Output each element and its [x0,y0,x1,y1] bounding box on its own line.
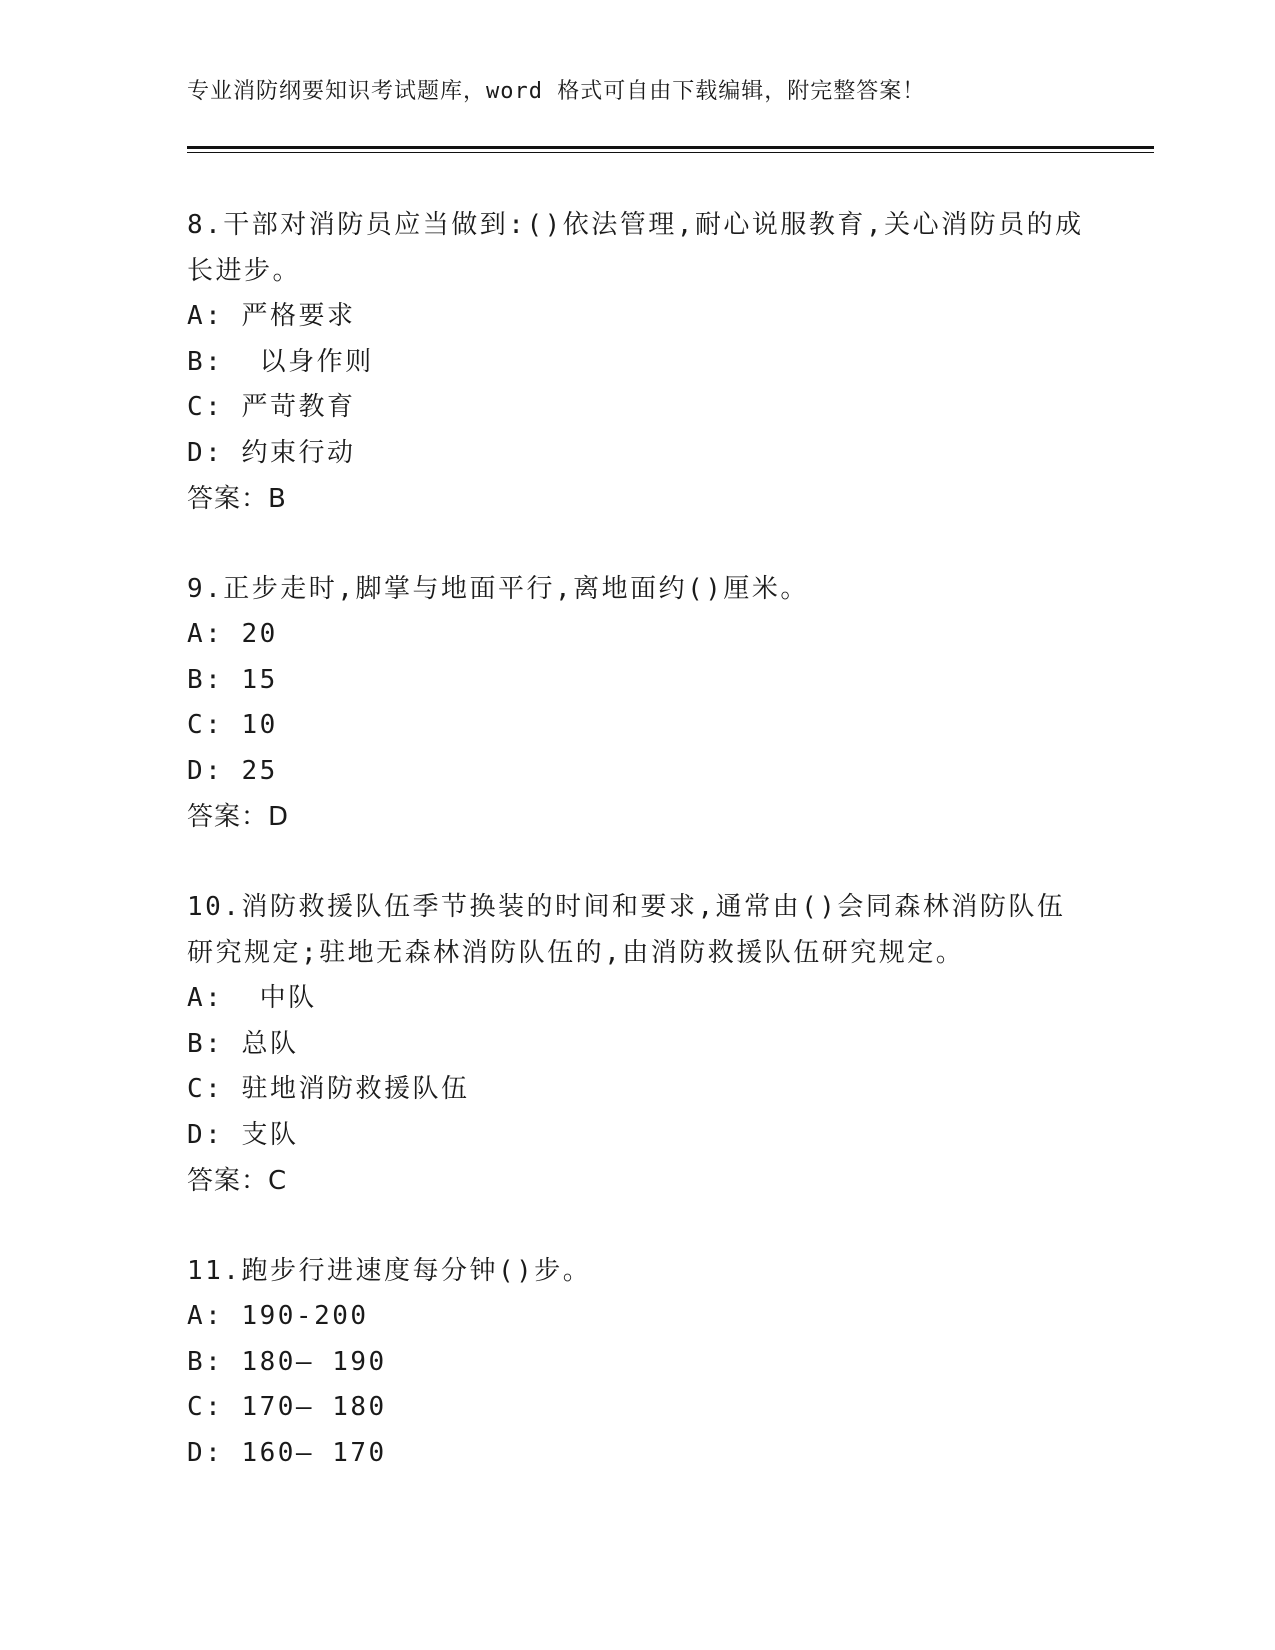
option-b: B: 15 [187,664,278,695]
option-d: D: 约束行动 [187,437,356,468]
option-a: A: 20 [187,619,278,649]
option-d: D: 160— 170 [187,1437,387,1468]
answer-label: 答案：C [187,1166,288,1196]
answer-label: 答案：D [187,802,290,832]
option-c: C: 10 [187,710,278,740]
question-stem: 11.跑步行进速度每分钟()步。 [187,1256,592,1286]
option-d: D: 支队 [187,1119,299,1150]
question-10 [187,884,1087,1204]
option-c: C: 严苛教育 [187,392,356,422]
question-9 [187,566,1087,840]
option-a: A: 严格要求 [187,301,356,331]
question-8 [187,202,1087,522]
question-11 [187,1248,1087,1476]
question-stem: 8.干部对消防员应当做到:()依法管理,耐心说服教育,关心消防员的成长进步。 [187,210,1084,286]
option-b: B: 总队 [187,1028,299,1059]
header-divider-thin [187,152,1154,153]
option-c: C: 驻地消防救援队伍 [187,1074,470,1104]
header-divider-thick [187,146,1154,149]
question-list [187,202,1087,1520]
option-b: B: 以身作则 [187,346,374,377]
option-c: C: 170— 180 [187,1392,387,1422]
question-stem: 9.正步走时,脚掌与地面平行,离地面约()厘米。 [187,574,809,604]
question-stem: 10.消防救援队伍季节换装的时间和要求,通常由()会同森林消防队伍研究规定;驻地无森林消防队伍的,由消防救援队伍研究规定。 [187,892,1066,968]
option-b: B: 180— 190 [187,1346,387,1377]
document-header: 专业消防纲要知识考试题库，word 格式可自由下载编辑，附完整答案！ [187,79,926,104]
option-d: D: 25 [187,755,278,786]
answer-label: 答案：B [187,484,287,514]
option-a: A: 中队 [187,983,317,1013]
option-a: A: 190-200 [187,1301,369,1331]
